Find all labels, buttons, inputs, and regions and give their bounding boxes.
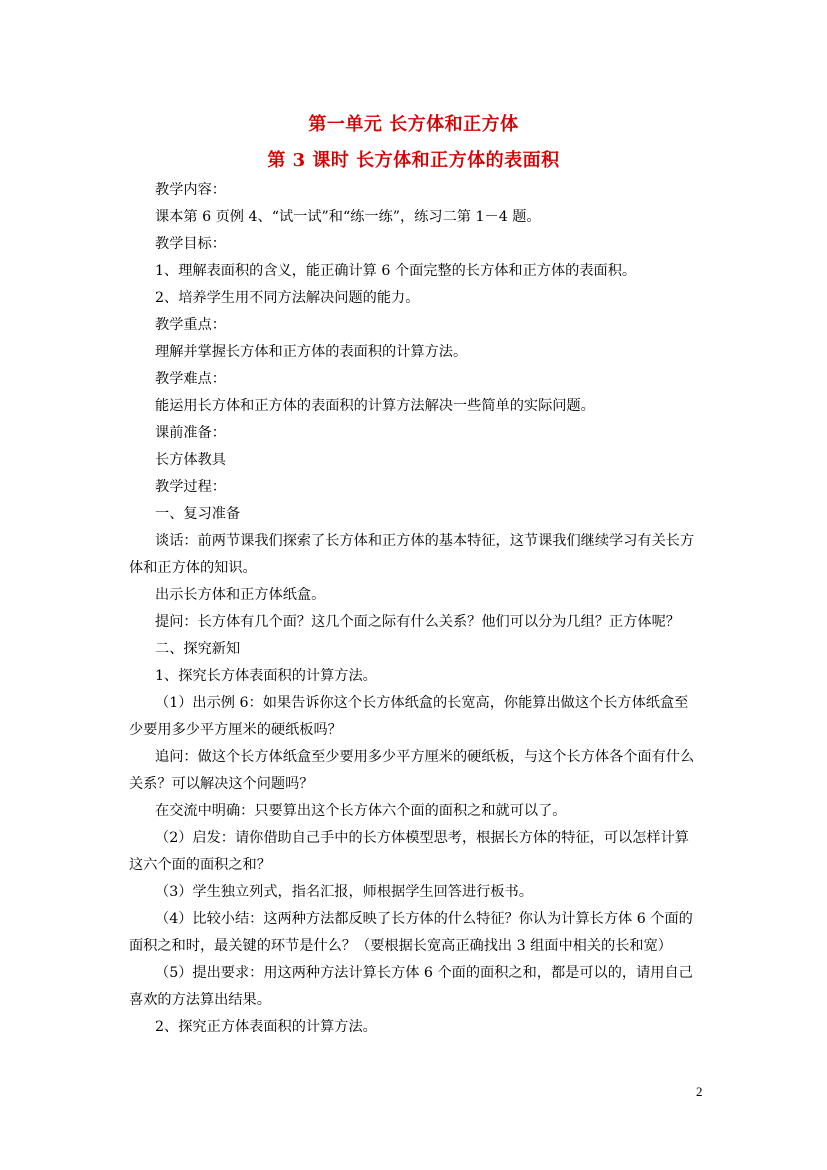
text-line: 出示长方体和正方体纸盒。	[155, 587, 326, 603]
text-line: 2、培养学生用不同方法解决问题的能力。	[155, 290, 420, 306]
text-line: 提问：长方体有几个面？这几个面之际有什么关系？他们可以分为几组？正方体呢？	[155, 614, 680, 630]
text-line: （4）比较小结：这两种方法都反映了长方体的什么特征？你认为计算长方体 6 个面的	[155, 911, 693, 927]
text-line: 教学过程：	[155, 479, 226, 495]
text-line: 谈话：前两节课我们探索了长方体和正方体的基本特征，这节课我们继续学习有关长方	[155, 533, 695, 549]
text-line: 教学目标：	[155, 236, 226, 252]
text-line: （1）出示例 6：如果告诉你这个长方体纸盒的长宽高，你能算出做这个长方体纸盒至	[155, 695, 689, 711]
text-line: 教学重点：	[155, 317, 226, 333]
text-line: 教学难点：	[155, 371, 226, 387]
unit-title: 第一单元 长方体和正方体	[308, 114, 519, 135]
text-line: 这六个面的面积之和？	[129, 857, 271, 873]
page-number: 2	[696, 1084, 703, 1099]
section-heading: 二、探究新知	[155, 641, 241, 657]
text-line: 1、理解表面积的含义，能正确计算 6 个面完整的长方体和正方体的表面积。	[155, 263, 637, 279]
text-line: 1、探究长方体表面积的计算方法。	[155, 668, 377, 684]
text-line: 喜欢的方法算出结果。	[129, 992, 271, 1008]
text-line: 课前准备：	[155, 425, 226, 441]
text-line: （2）启发：请你借助自己手中的长方体模型思考，根据长方体的特征，可以怎样计算	[155, 830, 689, 846]
text-line: 2、探究正方体表面积的计算方法。	[155, 1019, 377, 1035]
text-line: 追问：做这个长方体纸盒至少要用多少平方厘米的硬纸板，与这个长方体各个面有什么	[155, 749, 695, 765]
lesson-title: 第 3 课时 长方体和正方体的表面积	[267, 150, 560, 171]
text-line: 理解并掌握长方体和正方体的表面积的计算方法。	[155, 344, 468, 360]
text-line: 体和正方体的知识。	[129, 560, 257, 576]
text-line: 长方体教具	[155, 452, 226, 468]
section-heading: 一、复习准备	[155, 506, 241, 522]
text-line: 少要用多少平方厘米的硬纸板吗？	[129, 722, 342, 738]
text-line: 关系？可以解决这个问题吗？	[129, 776, 314, 792]
text-line: 面积之和时，最关键的环节是什么？（要根据长宽高正确找出 3 组面中相关的长和宽）	[129, 938, 672, 954]
text-line: 能运用长方体和正方体的表面积的计算方法解决一些简单的实际问题。	[155, 398, 595, 414]
text-line: 教学内容：	[155, 182, 226, 198]
text-line: 在交流中明确：只要算出这个长方体六个面的面积之和就可以了。	[155, 803, 567, 819]
text-line: 课本第 6 页例 4、“试一试”和“练一练”，练习二第 1－4 题。	[155, 209, 541, 225]
text-line: （5）提出要求：用这两种方法计算长方体 6 个面的面积之和，都是可以的，请用自己	[155, 965, 693, 981]
text-line: （3）学生独立列式，指名汇报，师根据学生回答进行板书。	[155, 884, 533, 900]
